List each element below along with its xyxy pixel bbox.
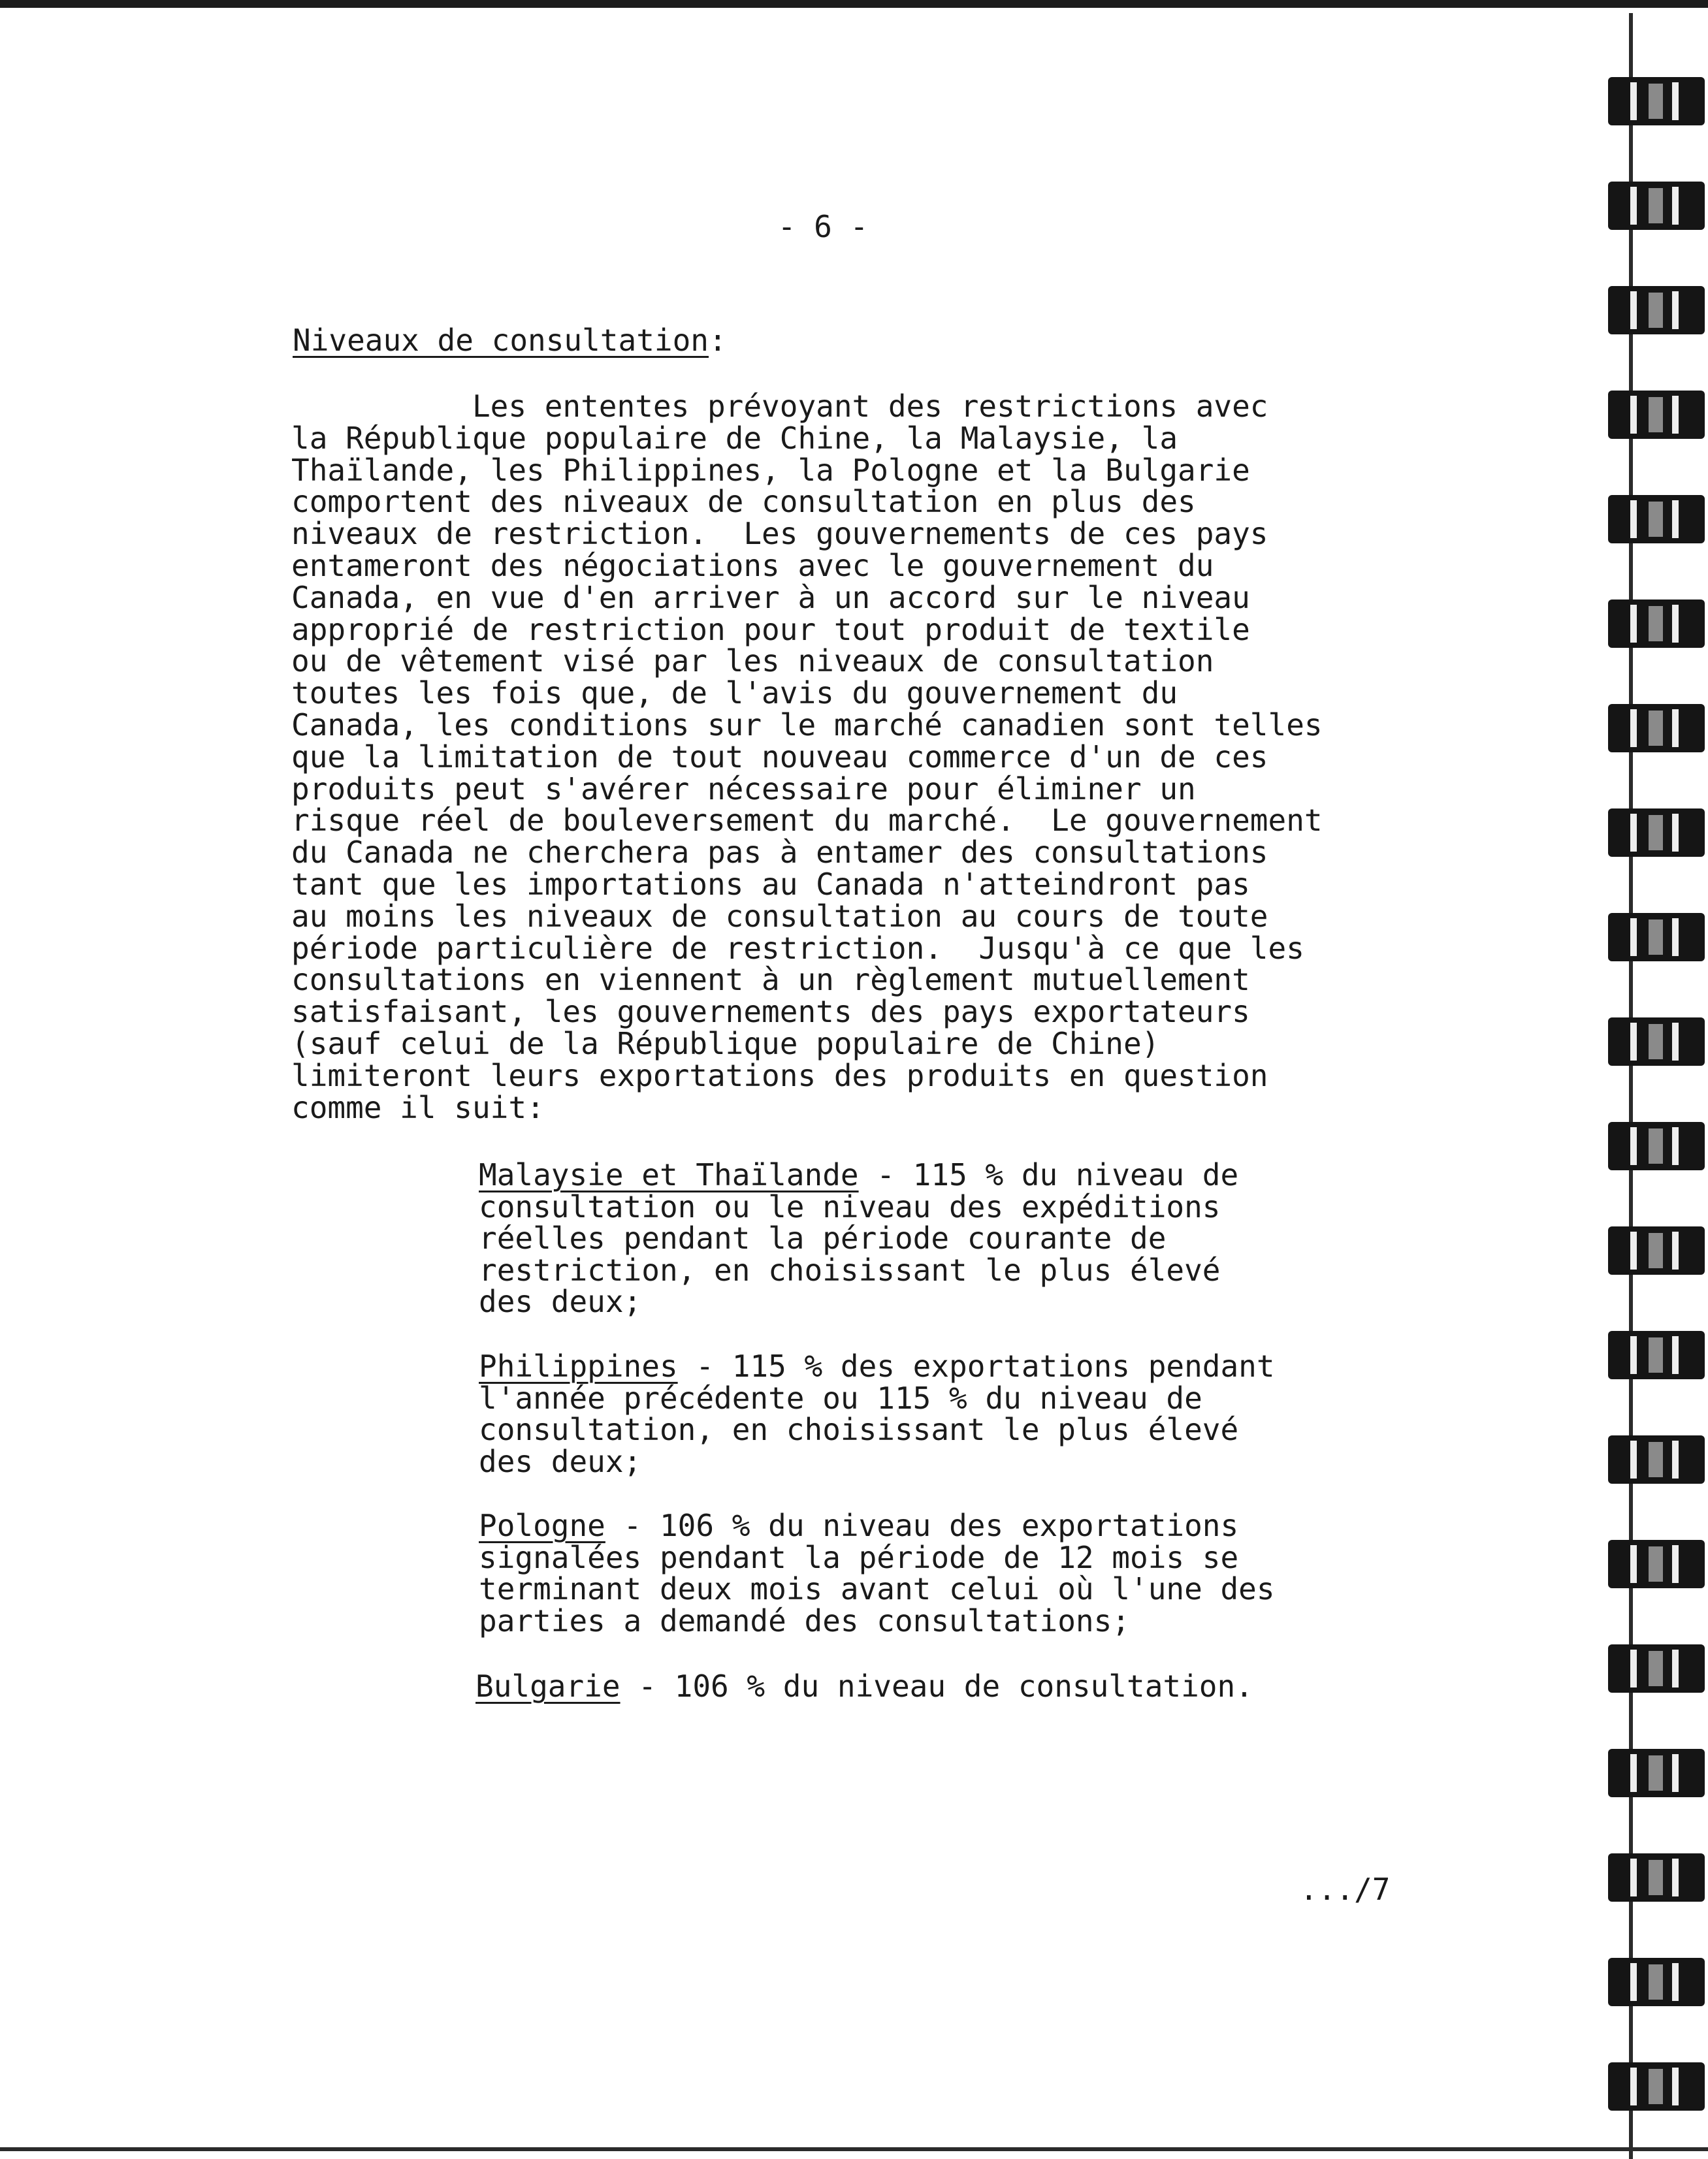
item-pologne — [479, 1510, 1275, 1637]
item-line: réelles pendant la période courante de — [479, 1221, 1167, 1256]
paragraph-line: du Canada ne cherchera pas à entamer des consultations — [291, 835, 1268, 871]
binding-ring — [1608, 391, 1705, 439]
continuation-marker: .../7 — [1300, 1872, 1391, 1907]
binding-ring-slot — [1649, 711, 1663, 746]
section-heading-text: Niveaux de consultation — [293, 323, 709, 358]
item-first-line: - 115 % des exportations pendant — [677, 1349, 1275, 1384]
item-line: des deux; — [479, 1443, 642, 1479]
paragraph-line: Thaïlande, les Philippines, la Pologne et la Bulgarie — [291, 452, 1250, 488]
paragraph-line: Canada, les conditions sur le marché canadien sont telles — [291, 707, 1323, 743]
binding-ring — [1608, 600, 1705, 648]
item-line: consultation ou le niveau des expéditions — [479, 1189, 1221, 1224]
binding-rail — [1629, 13, 1633, 2159]
item-line: des deux; — [479, 1284, 642, 1320]
paragraph-line: Les ententes prévoyant des restrictions avec — [291, 389, 1268, 424]
item-philippines — [479, 1351, 1275, 1477]
item-country: Malaysie et Thaïlande — [479, 1157, 859, 1192]
binding-ring-slot — [1649, 1128, 1663, 1164]
page-bottom-edge — [0, 2147, 1708, 2151]
paragraph-line: produits peut s'avérer nécessaire pour éliminer un — [291, 771, 1196, 807]
item-country: Philippines — [479, 1349, 678, 1384]
paragraph-line: au moins les niveaux de consultation au cours de toute — [291, 898, 1268, 934]
binding-ring — [1608, 1017, 1705, 1066]
binding-ring-slot — [1649, 188, 1663, 223]
item-first-line: - 106 % du niveau des exportations — [605, 1508, 1239, 1543]
item-country: Bulgarie — [475, 1669, 620, 1704]
binding-ring-slot — [1649, 1964, 1663, 2000]
binding-ring — [1608, 1226, 1705, 1275]
item-bulgarie — [475, 1671, 1253, 1703]
paragraph-line: la République populaire de Chine, la Malaysie, la — [291, 420, 1178, 456]
binding-ring-slot — [1649, 397, 1663, 432]
paragraph-line: approprié de restriction pour tout produit de textile — [291, 611, 1250, 647]
binding-ring — [1608, 1540, 1705, 1588]
binding-ring-slot — [1649, 815, 1663, 850]
paragraph-line: ou de vêtement visé par les niveaux de consultation — [291, 643, 1214, 679]
page-top-edge — [0, 0, 1708, 8]
paragraph-line: Canada, en vue d'en arriver à un accord sur le niveau — [291, 579, 1250, 615]
paragraph-line: tant que les importations au Canada n'atteindront pas — [291, 866, 1250, 902]
binding-ring — [1608, 1853, 1705, 1902]
paragraph-line: consultations en viennent à un règlement mutuellement — [291, 962, 1250, 998]
binding-ring — [1608, 77, 1705, 125]
paragraph-line: niveaux de restriction. Les gouvernements de ces pays — [291, 516, 1268, 552]
item-line: consultation, en choisissant le plus élevé — [479, 1412, 1239, 1448]
paragraph-line: comportent des niveaux de consultation en plus des — [291, 484, 1196, 520]
binding-ring — [1608, 182, 1705, 230]
paragraph-line: que la limitation de tout nouveau commerce d'un de ces — [291, 739, 1268, 775]
binding-ring — [1608, 1331, 1705, 1379]
binding-ring-slot — [1649, 1755, 1663, 1791]
binding-ring — [1608, 1749, 1705, 1797]
item-line: restriction, en choisissant le plus élevé — [479, 1252, 1221, 1288]
binding-ring — [1608, 913, 1705, 961]
binding-ring-slot — [1649, 1233, 1663, 1268]
paragraph-line: risque réel de bouleversement du marché. Le gouvernement — [291, 803, 1323, 839]
binding-ring-slot — [1649, 1337, 1663, 1373]
binding-ring-slot — [1649, 1546, 1663, 1582]
binding-ring — [1608, 1435, 1705, 1484]
paragraph-line: entameront des négociations avec le gouvernement du — [291, 547, 1214, 583]
paragraph-line: satisfaisant, les gouvernements des pays exportateurs — [291, 994, 1250, 1030]
binding-ring-slot — [1649, 1651, 1663, 1686]
item-malaysie-thailande — [479, 1159, 1238, 1318]
paragraph-line: comme il suit: — [291, 1089, 545, 1125]
spiral-binding — [1605, 13, 1708, 2159]
binding-ring — [1608, 704, 1705, 752]
section-heading — [293, 324, 727, 357]
item-first-line: - 115 % du niveau de — [858, 1157, 1239, 1192]
binding-ring — [1608, 2062, 1705, 2111]
binding-ring-slot — [1649, 84, 1663, 119]
item-line: signalées pendant la période de 12 mois se — [479, 1539, 1239, 1575]
binding-ring-slot — [1649, 606, 1663, 641]
item-line: l'année précédente ou 115 % du niveau de — [479, 1380, 1202, 1416]
item-line: terminant deux mois avant celui où l'une des — [479, 1571, 1275, 1607]
binding-ring-slot — [1649, 1024, 1663, 1059]
binding-ring-slot — [1649, 920, 1663, 955]
binding-ring-slot — [1649, 2069, 1663, 2104]
item-first-line: - 106 % du niveau de consultation. — [620, 1669, 1253, 1704]
paragraph-line: toutes les fois que, de l'avis du gouvernement du — [291, 675, 1178, 711]
section-heading-colon: : — [708, 323, 727, 358]
page-number: - 6 - — [777, 209, 869, 244]
binding-ring — [1608, 1122, 1705, 1170]
binding-ring-slot — [1649, 502, 1663, 537]
item-line: parties a demandé des consultations; — [479, 1603, 1130, 1639]
binding-ring-slot — [1649, 293, 1663, 328]
paragraph-line: période particulière de restriction. Jusqu'à ce que les — [291, 930, 1304, 966]
paragraph-line: limiteront leurs exportations des produits en question — [291, 1057, 1268, 1093]
binding-ring — [1608, 1644, 1705, 1693]
binding-ring-slot — [1649, 1860, 1663, 1895]
body-paragraph — [291, 391, 1428, 1123]
binding-ring — [1608, 808, 1705, 857]
item-country: Pologne — [479, 1508, 605, 1543]
paragraph-line: (sauf celui de la République populaire de Chine) — [291, 1025, 1160, 1061]
binding-ring — [1608, 495, 1705, 543]
binding-ring-slot — [1649, 1442, 1663, 1477]
binding-ring — [1608, 1958, 1705, 2006]
binding-ring — [1608, 286, 1705, 334]
